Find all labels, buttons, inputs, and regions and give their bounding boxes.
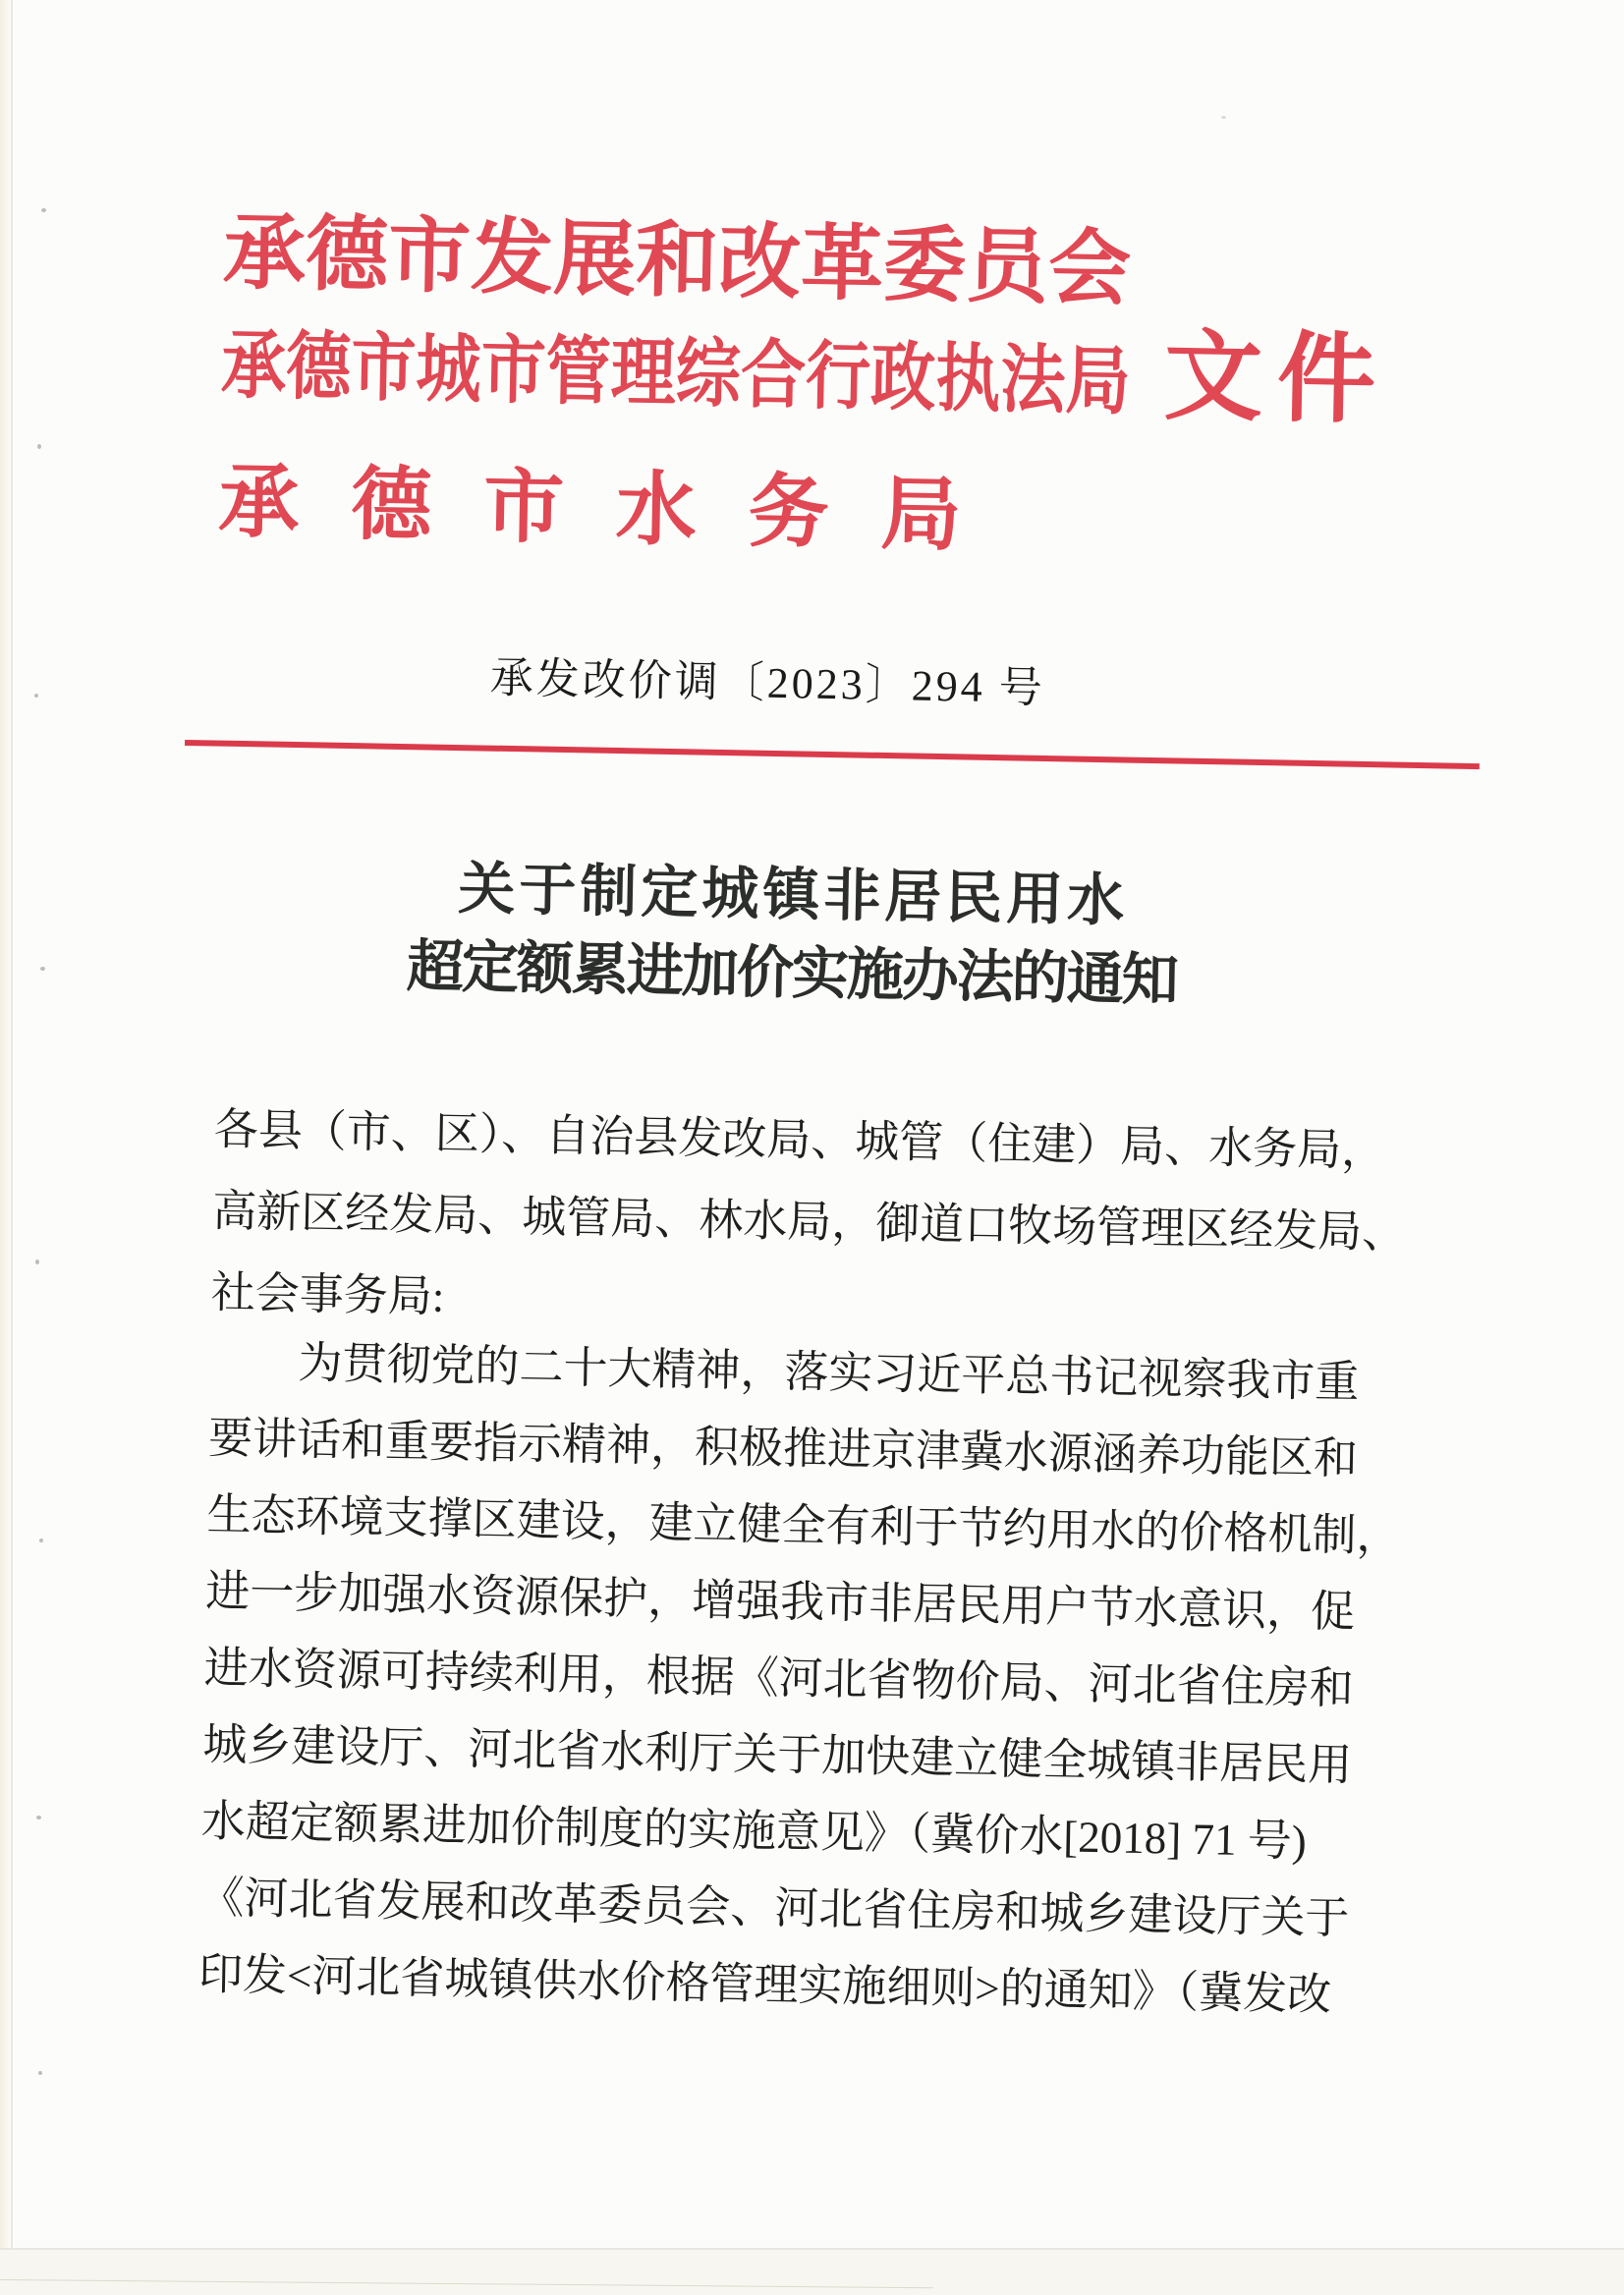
scan-speck: [34, 694, 38, 698]
body-line: 《河北省发展和改革委员会、河北省住房和城乡建设厅关于: [199, 1873, 1350, 1943]
issuing-agency-line-2-text: 承德市城市管理综合行政执法局: [220, 324, 1132, 424]
scan-speck: [1221, 116, 1226, 119]
agency-line-3-char: 局: [879, 469, 963, 561]
title-line-1: 关于制定城镇非居民用水: [457, 857, 1129, 933]
document-type-label: 文件: [1163, 322, 1392, 436]
agency-line-3-char: 务: [747, 467, 830, 558]
body-line: 水超定额累进加价制度的实施意见》（冀价水[2018] 71 号): [200, 1796, 1308, 1867]
scan-edge-line: [11, 0, 13, 2295]
issuing-agency-line-1: 承德市发展和改革委员会: [222, 207, 1132, 316]
red-divider-rule: [185, 740, 1480, 769]
scan-speck: [40, 967, 45, 971]
scan-speck: [36, 1816, 41, 1819]
body-paragraph: [197, 1323, 1404, 2035]
body-line: 印发<河北省城镇供水价格管理实施细则>的通知》（冀发改: [197, 1949, 1332, 2020]
body-line: 生态环境支撑区建设，建立健全有利于节约用水的价格机制，: [206, 1489, 1401, 1561]
scan-speck: [41, 208, 46, 212]
body-line: 为贯彻党的二十大精神，落实习近平总书记视察我市重: [209, 1336, 1360, 1407]
recipient-line: 社会事务局:: [210, 1267, 445, 1321]
body-line: 城乡建设厅、河北省水利厅关于加快建立健全城镇非居民用: [201, 1719, 1353, 1790]
agency-line-3-char: 承: [217, 457, 301, 549]
recipient-line: 各县（市、区）、自治县发改局、城管（住建）局、水务局，: [213, 1104, 1386, 1176]
body-line: 进水资源可持续利用，根据《河北省物价局、河北省住房和: [203, 1643, 1355, 1713]
recipient-list: [210, 1090, 1408, 1356]
agency-line-3-char: 市: [482, 462, 565, 553]
issuing-agency-line-2: [220, 324, 1266, 424]
issuing-agency-line-3: [217, 457, 963, 561]
document-number: 承发改价调〔2023〕294 号: [489, 653, 1046, 712]
title-line-2: 超定额累进加价实施办法的通知: [406, 934, 1178, 1013]
agency-line-3-char: 水: [615, 464, 698, 556]
recipient-line: 高新区经发局、城管局、林水局，御道口牧场管理区经发局、: [211, 1186, 1407, 1258]
body-line: 进一步加强水资源保护，增强我市非居民用户节水意识，促: [204, 1566, 1356, 1637]
scan-speck: [37, 444, 41, 449]
scan-edge-left: [0, 0, 10, 2295]
scan-speck: [38, 2071, 42, 2075]
document-title: [182, 845, 1403, 1025]
scan-speck: [35, 1259, 39, 1264]
scan-speck: [39, 1539, 43, 1542]
scan-edge-bottom-band: [0, 2250, 1624, 2295]
agency-line-3-char: 德: [350, 460, 433, 551]
body-line: 要讲话和重要指示精神，积极推进京津冀水源涵养功能区和: [207, 1413, 1359, 1483]
